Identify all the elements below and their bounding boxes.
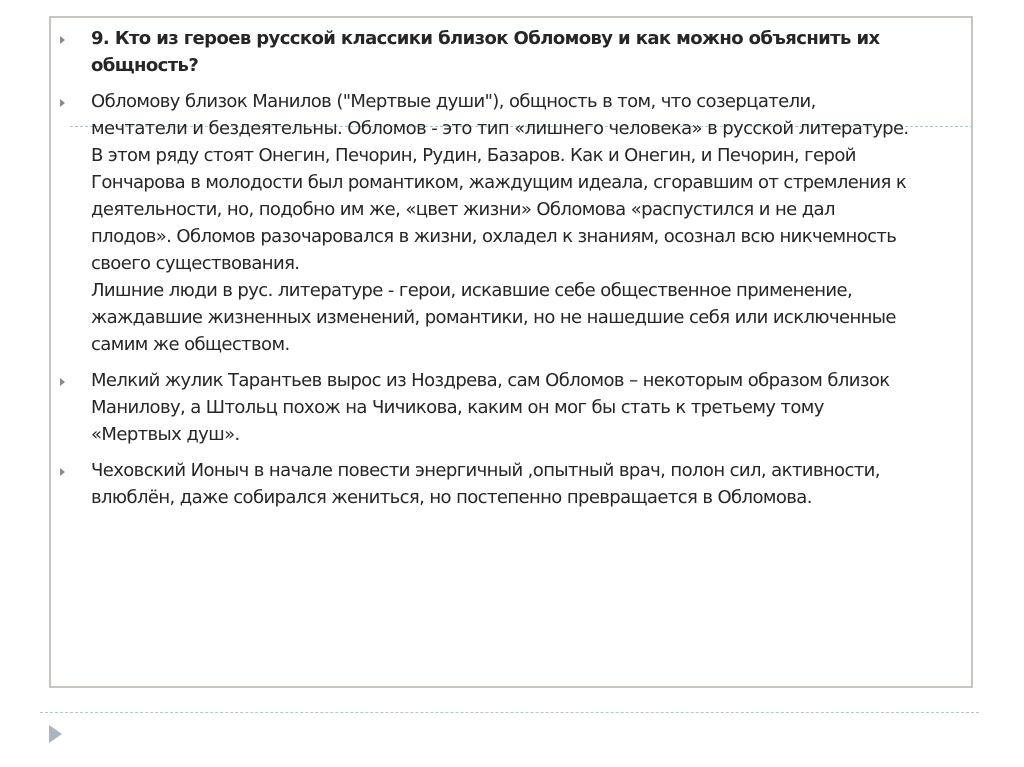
bullet-item-manilov	[60, 88, 972, 358]
bullet-marker-icon	[60, 378, 65, 386]
bullet-text-tarantyev: Мелкий жулик Тарантьев вырос из Ноздрева, сам Обломов – некоторым образом близок Манилову, а Штольц похож на Чичикова, каким он мог бы стать к третьему тому «Мертвых душ».	[91, 370, 890, 445]
next-slide-triangle-icon[interactable]	[49, 725, 62, 743]
bullet-text-ionych: Чеховский Ионыч в начале повести энергичный ,опытный врач, полон сил, активности, влюблён, даже собирался жениться, но постепенно превращается в Обломова.	[91, 460, 880, 508]
bullet-marker-icon	[60, 468, 65, 476]
bullet-item-tarantyev	[60, 367, 972, 448]
bullet-item-ionych	[60, 457, 972, 511]
bullet-text-manilov: Обломову близок Манилов ("Мертвые души"), общность в том, что созерцатели, мечтатели и бездеятельны. Обломов - это тип «лишнего человека» в русской литературе. В этом ряду стоят Онегин, Печорин, Рудин, Базаров. Как и Онегин, и Печорин, герой Гончарова в молодости был романтиком, жаждущим идеала, сгоравшим от стремления к деятельности, но, подобно им же, «цвет жизни» Обломова «распустился и не дал плодов». Обломов разочаровался в жизни, охладел к знаниям, осознал всю никчемность своего существования. Лишние люди в рус. литературе - герои, искавшие себе общественное применение, жаждавшие жизненных изменений, романтики, но не нашедшие себя или исключенные самим же обществом.	[91, 91, 909, 355]
bullet-text-question: 9. Кто из героев русской классики близок Обломову и как можно объяснить их общность?	[91, 28, 880, 76]
bullet-list	[60, 25, 972, 520]
decorative-dashed-line-bottom	[40, 712, 979, 713]
bullet-marker-icon	[60, 99, 65, 107]
bullet-item-question	[60, 25, 972, 79]
bullet-marker-icon	[60, 36, 65, 44]
